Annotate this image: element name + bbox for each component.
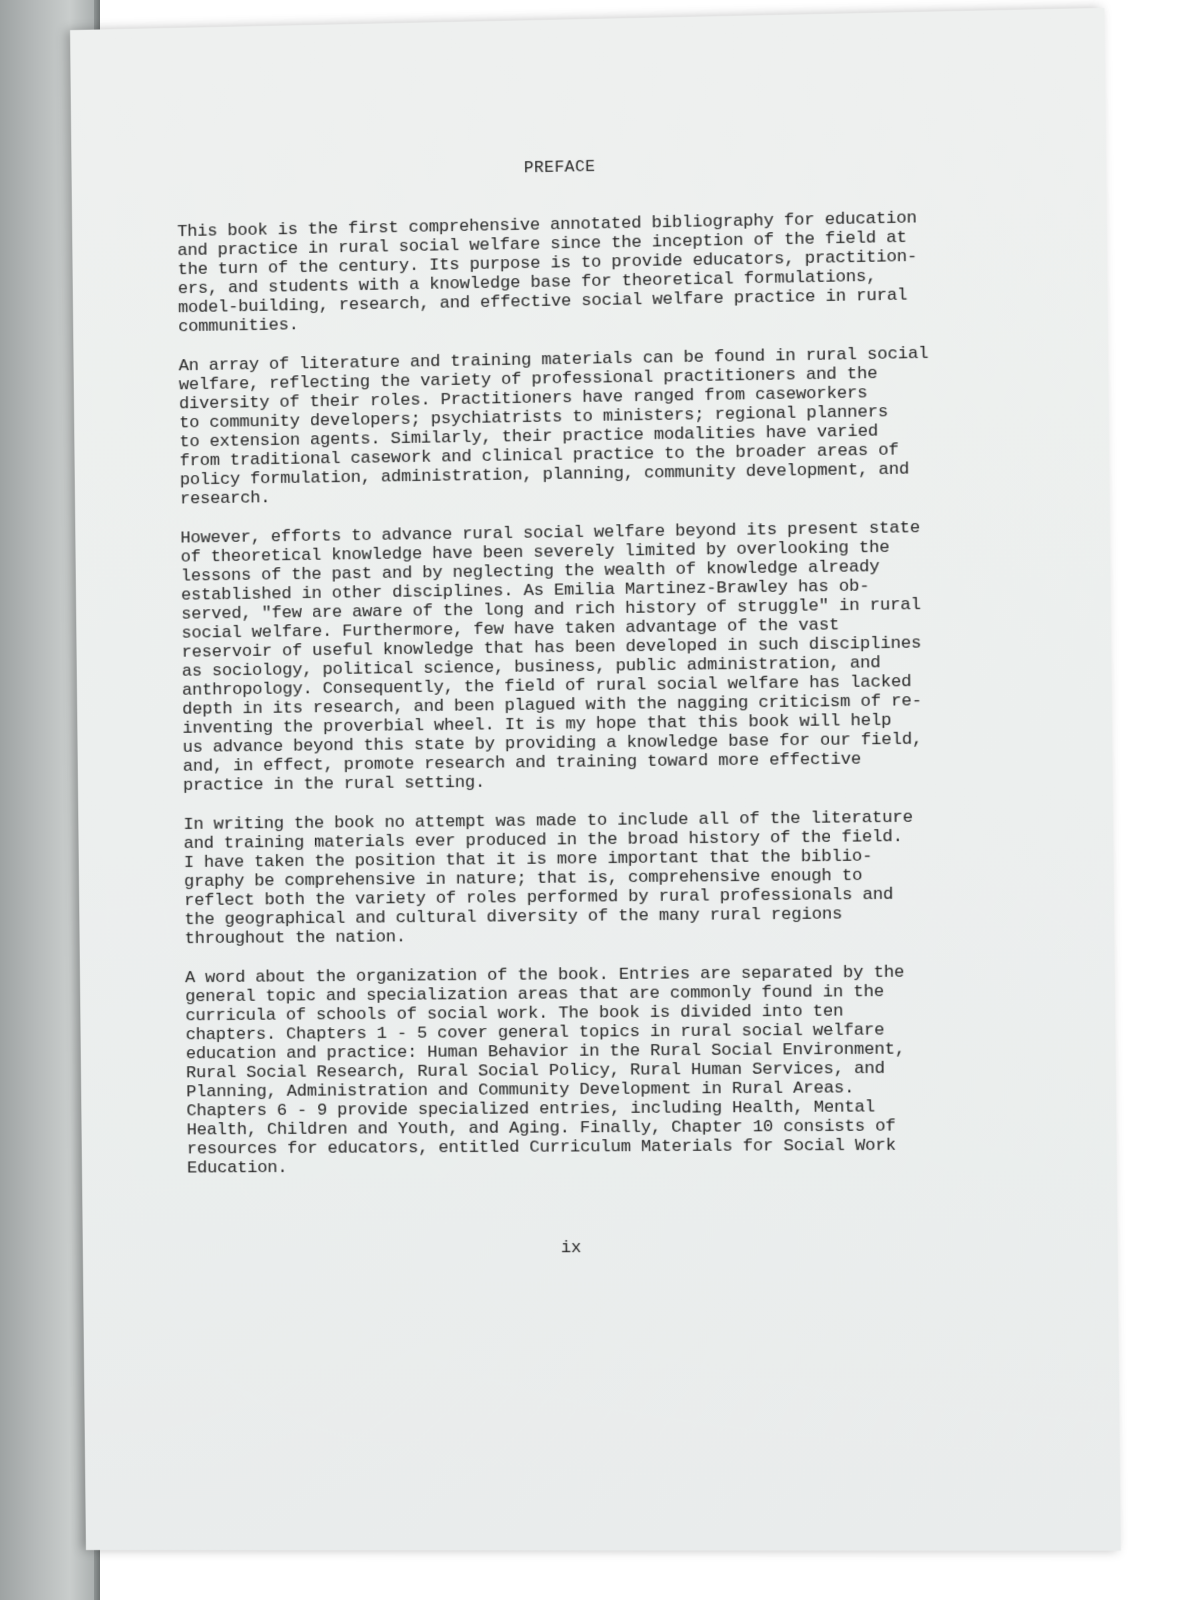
paragraph-5: A word about the organization of the book. Entries are separated by the general topic and specialization areas that are commonly found in the curricula of schools of social work. The book is divided into ten chapters. Chapters 1 - 5 cover general topics in rural social welfare education and practice: Human Behavior in the Rural Social Environment, Rural Social Research, Rural Social Policy, Rural Human Services, and Planning, Administration and Community Development in Rural Areas. Chapters 6 - 9 provide specialized entries, including Health, Mental Health, Children and Youth, and Aging. Finally, Chapter 10 consists of resources for educators, entitled Curriculum Materials for Social Work Education. [184,963,906,1179]
paragraph-1: This book is the first comprehensive annotated bibliography for education and practice in rural social welfare since the inception of the field at the turn of the century. Its purpose is to provide educators, practition- ers, and students with a knowledge base for theoretical formulations, model-building, research, and effective social welfare practice in rural communities. [177,209,918,338]
book-page [70,8,1121,1551]
page-number: ix [560,1239,582,1259]
paragraph-3: However, efforts to advance rural social welfare beyond its present state of theoretical knowledge have been severely limited by overlooking the lessons of the past and by neglecting the wealth of knowledge already established in other disciplines. As Emilia Martinez-Brawley has ob- served, "few are aware of the long and rich history of struggle" in rural social welfare. Furthermore, few have taken advantage of the vast reservoir of useful knowledge that has been developed in such disciplines as sociology, political science, business, public administration, and anthropology. Consequently, the field of rural social welfare has lacked depth in its research, and been plagued with the nagging criticism of re- inventing the proverbial wheel. It is my hope that this book will help us advance beyond this state by providing a knowledge base for our field, and, in effect, promote research and training toward more effective practice in the rural setting. [180,518,923,796]
page-heading: PREFACE [523,157,596,178]
paragraph-2: An array of literature and training materials can be found in rural social welfare, reflecting the variety of professional practitioners and the diversity of their roles. Practitioners have ranged from caseworkers to community developers; psychiatrists to ministers; regional planners to extension agents. Similarly, their practice modalities have varied from traditional casework and clinical practice to the broader areas of policy formulation, administration, planning, community development, and research. [178,344,929,510]
page-content [177,151,959,1260]
paragraph-4: In writing the book no attempt was made to include all of the literature and training materials ever produced in the broad history of the field. I have taken the position that it is more important that the biblio- graphy be comprehensive in nature; that is, comprehensive enough to reflect both the variety of roles performed by rural professionals and the geographical and cultural diversity of the many rural regions throughout the nation. [183,808,914,950]
